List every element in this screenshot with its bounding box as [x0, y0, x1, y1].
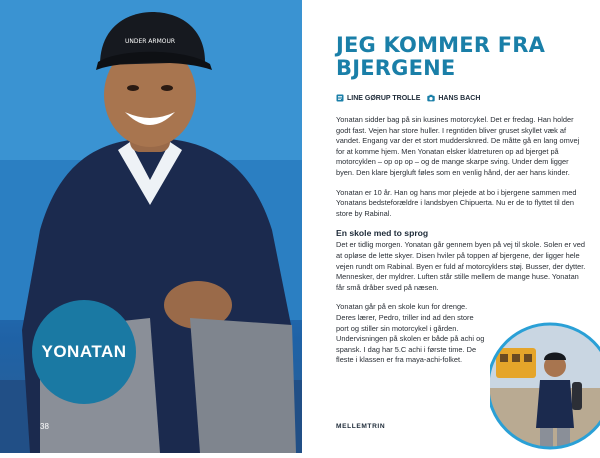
- paragraph: Yonatan går på en skole kun for drenge. Deres lærer, Pedro, triller ind ad den store port og stiller sin motorcykel i gården. Undervisningen på skolen er både på achi og spansk. I dag har 5.C achi i første time. De fleste i klassen er fra maya-achi-folket.: [336, 302, 485, 365]
- trouser-right: [190, 318, 296, 453]
- child-name: YONATAN: [41, 342, 127, 361]
- paragraph: Det er tidlig morgen. Yonatan går gennem byen på vej til skole. Solen er ved at opløse de lette skyer. Disen hviler på toppen af bjergene, der ligger hele vejen rundt om Rabinal. Byen er fuld af motorcyklers støj. Busser, der dytter. Mennesker, der myldrer. Luften står stille mellem de mange huse. Yonatan får små dråber sved på næsen.: [336, 240, 586, 292]
- right-eye: [161, 85, 173, 91]
- boy-sweater: [536, 380, 574, 428]
- author-name: LINE GØRUP TROLLE: [347, 94, 421, 102]
- inset-photo: [490, 318, 600, 458]
- article-title: JEG KOMMER FRA BJERGENE: [336, 33, 546, 80]
- backpack: [572, 382, 582, 410]
- subheading: En skole med to sprog: [336, 228, 429, 239]
- paragraph: Yonatan er 10 år. Han og hans mor plejede at bo i bjergene sammen med Yonatans bedsteforældre i landsbyen Chipuerta. Nu er de to flyttet til den store by Rabinal.: [336, 187, 577, 218]
- left-eye: [127, 85, 139, 91]
- school-bus: [496, 348, 536, 378]
- book-icon: [336, 94, 344, 102]
- photographer-credit: [427, 94, 480, 102]
- name-circle: [32, 300, 136, 404]
- camera-icon: [427, 94, 435, 102]
- cap-logo: UNDER ARMOUR: [124, 38, 176, 45]
- paragraph: Yonatan sidder bag på sin kusines motorcykel. Det er fredag. Han holder godt fast. Vejen har store huller. I regntiden bliver gruset skyllet væk af vandet. Engang var der et stort muddersknred. De måtte gå en lang omvej for at komme hjem. Men Yonatan elsker klatreturen op ad bjerget på motorcyklen – op op op – og de mange skarpe sving. Under dem ligger byen. Den klare bjergluft føles som en venlig hånd, der aer hans kinder.: [336, 115, 580, 177]
- photographer-name: HANS BACH: [438, 94, 481, 102]
- credits: [336, 94, 487, 102]
- article-page: [302, 0, 600, 453]
- page-number: 38: [40, 422, 49, 431]
- author-credit: [336, 94, 420, 102]
- portrait-photo-page: [0, 0, 302, 453]
- grade-level-label: MELLEMTRIN: [336, 423, 386, 430]
